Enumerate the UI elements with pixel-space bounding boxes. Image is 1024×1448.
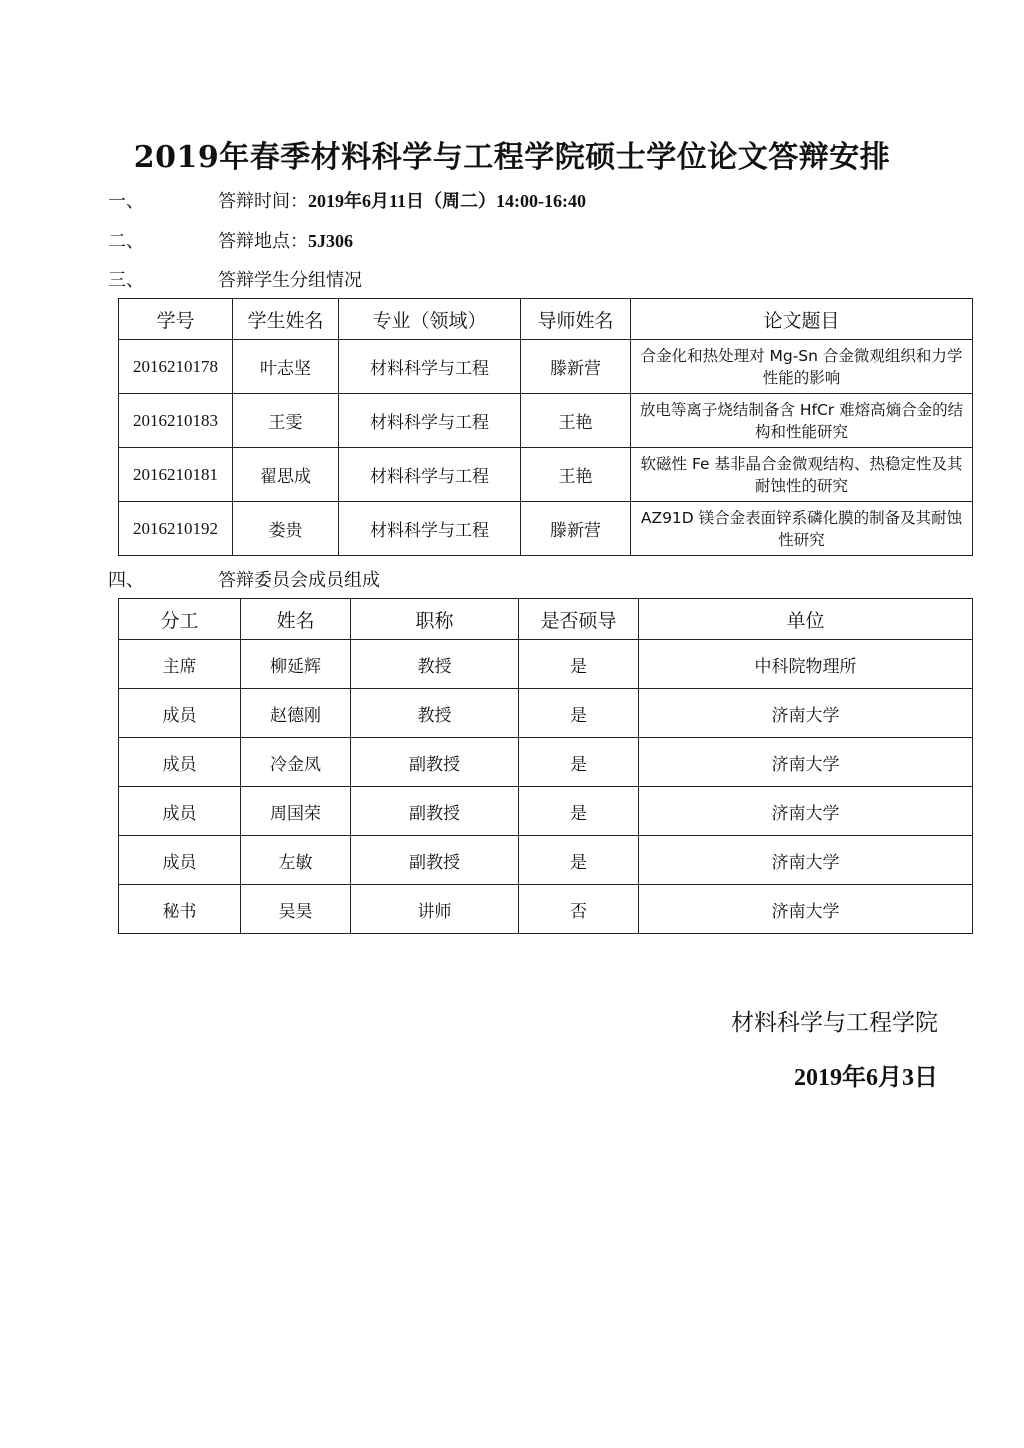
member-unit: 济南大学: [639, 885, 973, 934]
table-row: [119, 640, 973, 689]
member-unit: 中科院物理所: [639, 640, 973, 689]
member-unit: 济南大学: [639, 836, 973, 885]
section-number: 三、: [108, 270, 144, 291]
section-number: 四、: [108, 570, 144, 591]
column-header: 学生姓名: [233, 299, 339, 340]
member-unit: 济南大学: [639, 738, 973, 787]
defense-time: 2019年6月11日（周二）14:00-16:40: [308, 191, 586, 211]
table-row: [119, 738, 973, 787]
member-role: 秘书: [119, 885, 241, 934]
member-title: 副教授: [351, 738, 519, 787]
student-name: 王雯: [233, 394, 339, 448]
advisor-name: 滕新营: [521, 340, 631, 394]
thesis-title: 软磁性 Fe 基非晶合金微观结构、热稳定性及其耐蚀性的研究: [631, 448, 973, 502]
section-label: 答辩学生分组情况: [218, 270, 362, 291]
member-name: 左敏: [241, 836, 351, 885]
column-header: 专业（领域）: [339, 299, 521, 340]
member-title: 副教授: [351, 787, 519, 836]
member-role: 主席: [119, 640, 241, 689]
table-header-row: [119, 299, 973, 340]
member-unit: 济南大学: [639, 787, 973, 836]
footer-date: 2019年6月3日: [794, 1065, 938, 1091]
table-row: [119, 340, 973, 394]
member-name: 吴昊: [241, 885, 351, 934]
member-supervisor: 是: [519, 787, 639, 836]
section-time: [108, 187, 586, 213]
member-name: 周国荣: [241, 787, 351, 836]
member-role: 成员: [119, 738, 241, 787]
member-role: 成员: [119, 787, 241, 836]
member-unit: 济南大学: [639, 689, 973, 738]
thesis-title: 合金化和热处理对 Mg-Sn 合金微观组织和力学性能的影响: [631, 340, 973, 394]
column-header: 论文题目: [631, 299, 973, 340]
member-title: 教授: [351, 689, 519, 738]
member-supervisor: 是: [519, 836, 639, 885]
column-header: 姓名: [241, 599, 351, 640]
student-name: 翟思成: [233, 448, 339, 502]
section-location: [108, 227, 353, 253]
student-major: 材料科学与工程: [339, 394, 521, 448]
section-number: 二、: [108, 231, 144, 252]
student-id: 2016210192: [119, 502, 233, 556]
section-number: 一、: [108, 191, 144, 212]
section-students: [108, 266, 362, 292]
thesis-title: 放电等离子烧结制备含 HfCr 难熔高熵合金的结构和性能研究: [631, 394, 973, 448]
column-header: 分工: [119, 599, 241, 640]
table-row: [119, 836, 973, 885]
member-supervisor: 否: [519, 885, 639, 934]
student-id: 2016210178: [119, 340, 233, 394]
member-supervisor: 是: [519, 689, 639, 738]
section-label: 答辩时间：: [218, 191, 308, 212]
member-name: 柳延辉: [241, 640, 351, 689]
committee-table: [118, 598, 973, 934]
member-title: 讲师: [351, 885, 519, 934]
footer-organization: 材料科学与工程学院: [731, 1010, 938, 1036]
document-title: 2019年春季材料科学与工程学院硕士学位论文答辩安排: [133, 140, 891, 175]
table-header-row: [119, 599, 973, 640]
student-major: 材料科学与工程: [339, 448, 521, 502]
member-name: 赵德刚: [241, 689, 351, 738]
student-id: 2016210181: [119, 448, 233, 502]
students-table: [118, 298, 973, 556]
student-id: 2016210183: [119, 394, 233, 448]
column-header: 导师姓名: [521, 299, 631, 340]
section-label: 答辩地点：: [218, 231, 308, 252]
member-title: 教授: [351, 640, 519, 689]
section-label: 答辩委员会成员组成: [218, 570, 380, 591]
thesis-title: AZ91D 镁合金表面锌系磷化膜的制备及其耐蚀性研究: [631, 502, 973, 556]
table-row: [119, 885, 973, 934]
student-name: 叶志坚: [233, 340, 339, 394]
advisor-name: 王艳: [521, 448, 631, 502]
member-supervisor: 是: [519, 738, 639, 787]
table-row: [119, 448, 973, 502]
table-row: [119, 787, 973, 836]
student-major: 材料科学与工程: [339, 502, 521, 556]
table-row: [119, 394, 973, 448]
column-header: 单位: [639, 599, 973, 640]
column-header: 学号: [119, 299, 233, 340]
member-title: 副教授: [351, 836, 519, 885]
student-major: 材料科学与工程: [339, 340, 521, 394]
member-role: 成员: [119, 689, 241, 738]
member-role: 成员: [119, 836, 241, 885]
table-row: [119, 502, 973, 556]
advisor-name: 王艳: [521, 394, 631, 448]
section-committee: [108, 566, 380, 592]
table-row: [119, 689, 973, 738]
column-header: 是否硕导: [519, 599, 639, 640]
member-name: 冷金凤: [241, 738, 351, 787]
defense-location: 5J306: [308, 231, 353, 251]
student-name: 娄贵: [233, 502, 339, 556]
member-supervisor: 是: [519, 640, 639, 689]
column-header: 职称: [351, 599, 519, 640]
advisor-name: 滕新营: [521, 502, 631, 556]
